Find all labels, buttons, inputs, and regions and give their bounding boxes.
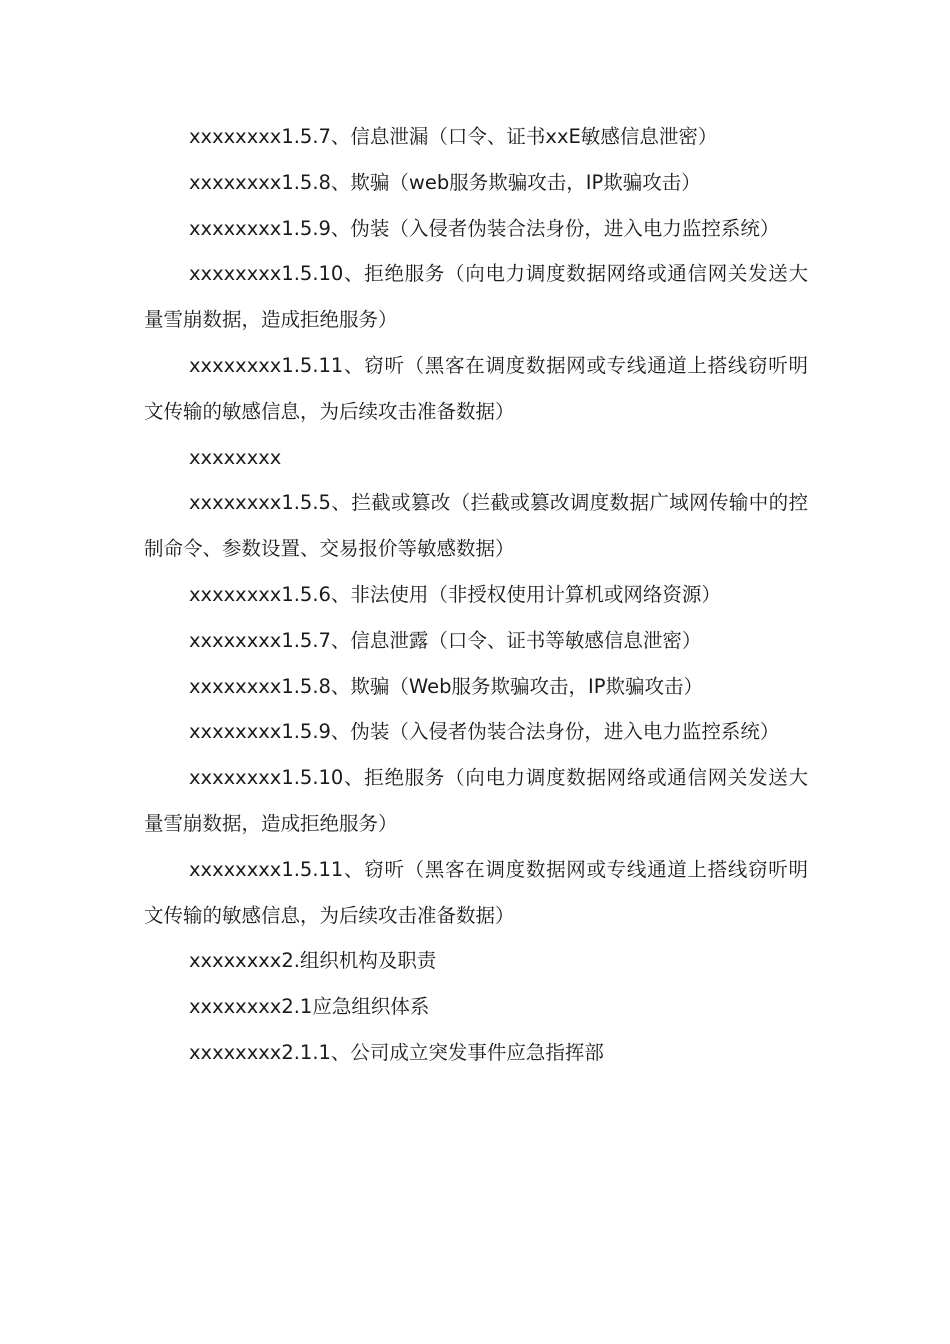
paragraph-1-5-9-masquerade-repeat: xxxxxxxx1.5.9、伪装（入侵者伪装合法身份，进入电力监控系统） [189,720,780,744]
paragraph-1-5-7-info-disclosure: xxxxxxxx1.5.7、信息泄露（口令、证书等敏感信息泄密） [189,628,702,652]
paragraph-placeholder: xxxxxxxx [189,445,282,469]
paragraph-1-5-9-masquerade: xxxxxxxx1.5.9、伪装（入侵者伪装合法身份，进入电力监控系统） [189,216,780,240]
paragraph-1-5-7-info-leak: xxxxxxxx1.5.7、信息泄漏（口令、证书xxE敏感信息泄密） [189,125,718,148]
paragraph-2-1-1-command-center: xxxxxxxx2.1.1、公司成立突发事件应急指挥部 [189,1040,604,1064]
paragraph-1-5-8-spoofing: xxxxxxxx1.5.8、欺骗（web服务欺骗攻击，IP欺骗攻击） [189,170,701,194]
paragraph-1-5-8-spoofing-web: xxxxxxxx1.5.8、欺骗（Web服务欺骗攻击，IP欺骗攻击） [189,674,703,698]
paragraph-1-5-5-interception: xxxxxxxx1.5.5、拦截或篡改（拦截或篡改调度数据广域网传输中的控制命令、参数设置、交易报价等敏感数据） [144,491,808,561]
paragraph-1-5-11-eavesdropping-repeat: xxxxxxxx1.5.11、窃听（黑客在调度数据网或专线通道上搭线窃听明文传输的敏感信息，为后续攻击准备数据） [144,857,808,927]
document-body [144,114,808,1076]
paragraph-1-5-10-denial-of-service: xxxxxxxx1.5.10、拒绝服务（向电力调度数据网络或通信网关发送大量雪崩数据，造成拒绝服务） [144,262,808,332]
paragraph-1-5-10-denial-of-service-repeat: xxxxxxxx1.5.10、拒绝服务（向电力调度数据网络或通信网关发送大量雪崩数据，造成拒绝服务） [144,766,808,835]
paragraph-1-5-6-illegal-use: xxxxxxxx1.5.6、非法使用（非授权使用计算机或网络资源） [189,582,721,606]
heading-2-organization: xxxxxxxx2.组织机构及职责 [189,949,437,973]
paragraph-1-5-11-eavesdropping: xxxxxxxx1.5.11、窃听（黑客在调度数据网或专线通道上搭线窃听明文传输的敏感信息，为后续攻击准备数据） [144,353,808,423]
heading-2-1-emergency-system: xxxxxxxx2.1应急组织体系 [189,995,430,1019]
